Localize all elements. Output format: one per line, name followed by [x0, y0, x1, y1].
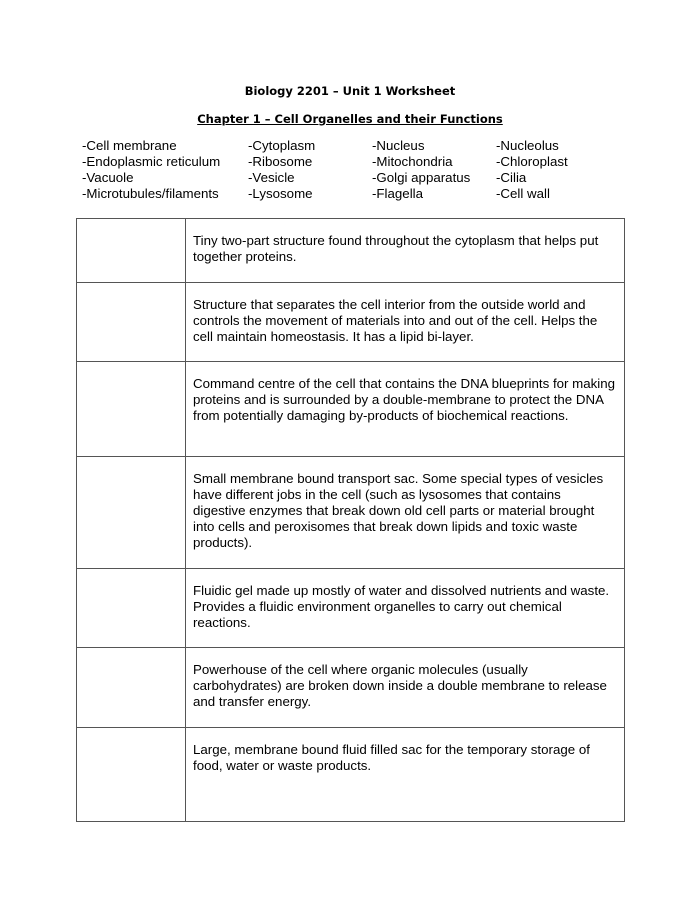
description-cell: Tiny two-part structure found throughout the cytoplasm that helps put together proteins. — [186, 219, 625, 283]
term-item: -Golgi apparatus — [372, 170, 471, 185]
term-item: -Vacuole — [82, 170, 134, 185]
term-item: -Mitochondria — [372, 154, 453, 169]
term-item: -Cytoplasm — [248, 138, 316, 153]
table-row — [77, 648, 625, 728]
table-row — [77, 362, 625, 457]
term-item: -Ribosome — [248, 154, 313, 169]
term-item: -Cilia — [496, 170, 527, 185]
answer-cell[interactable] — [77, 569, 186, 648]
definitions-table — [76, 218, 625, 822]
term-column-1 — [82, 138, 220, 202]
description-cell: Large, membrane bound fluid filled sac for the temporary storage of food, water or waste products. — [186, 728, 625, 822]
term-item: -Nucleolus — [496, 138, 559, 153]
term-item: -Vesicle — [248, 170, 295, 185]
term-column-3 — [372, 138, 470, 202]
term-item: -Cell wall — [496, 186, 550, 201]
description-cell: Powerhouse of the cell where organic molecules (usually carbohydrates) are broken down inside a double membrane to release and transfer energy. — [186, 648, 625, 728]
description-cell: Small membrane bound transport sac. Some special types of vesicles have different jobs in the cell (such as lysosomes that contains digestive enzymes that break down old cell parts or material brought into cells and peroxisomes that break down lipids and toxic waste products). — [186, 457, 625, 569]
answer-cell[interactable] — [77, 457, 186, 569]
term-item: -Nucleus — [372, 138, 425, 153]
worksheet-title: Biology 2201 – Unit 1 Worksheet — [244, 84, 456, 98]
term-column-4 — [496, 138, 568, 202]
term-item: -Endoplasmic reticulum — [82, 154, 221, 169]
table-row — [77, 457, 625, 569]
answer-cell[interactable] — [77, 283, 186, 362]
answer-cell[interactable] — [77, 362, 186, 457]
term-item: -Cell membrane — [82, 138, 177, 153]
table-row — [77, 283, 625, 362]
answer-cell[interactable] — [77, 728, 186, 822]
description-cell: Command centre of the cell that contains the DNA blueprints for making proteins and is surrounded by a double-membrane to protect the DNA from potentially damaging by-products of biochemical reactions. — [186, 362, 625, 457]
term-item: -Chloroplast — [496, 154, 568, 169]
answer-cell[interactable] — [77, 219, 186, 283]
chapter-heading — [0, 112, 700, 126]
term-item: -Flagella — [372, 186, 423, 201]
table-row — [77, 569, 625, 648]
answer-cell[interactable] — [77, 648, 186, 728]
table-row — [77, 219, 625, 283]
term-item: -Microtubules/filaments — [82, 186, 219, 201]
term-item: -Lysosome — [248, 186, 313, 201]
description-cell: Fluidic gel made up mostly of water and dissolved nutrients and waste. Provides a fluidic environment organelles to carry out chemical reactions. — [186, 569, 625, 648]
table-row — [77, 728, 625, 822]
term-column-2 — [248, 138, 315, 202]
description-cell: Structure that separates the cell interior from the outside world and controls the movement of materials into and out of the cell. Helps the cell maintain homeostasis. It has a lipid bi-layer. — [186, 283, 625, 362]
chapter-heading-text: Chapter 1 – Cell Organelles and their Functions — [197, 112, 503, 126]
